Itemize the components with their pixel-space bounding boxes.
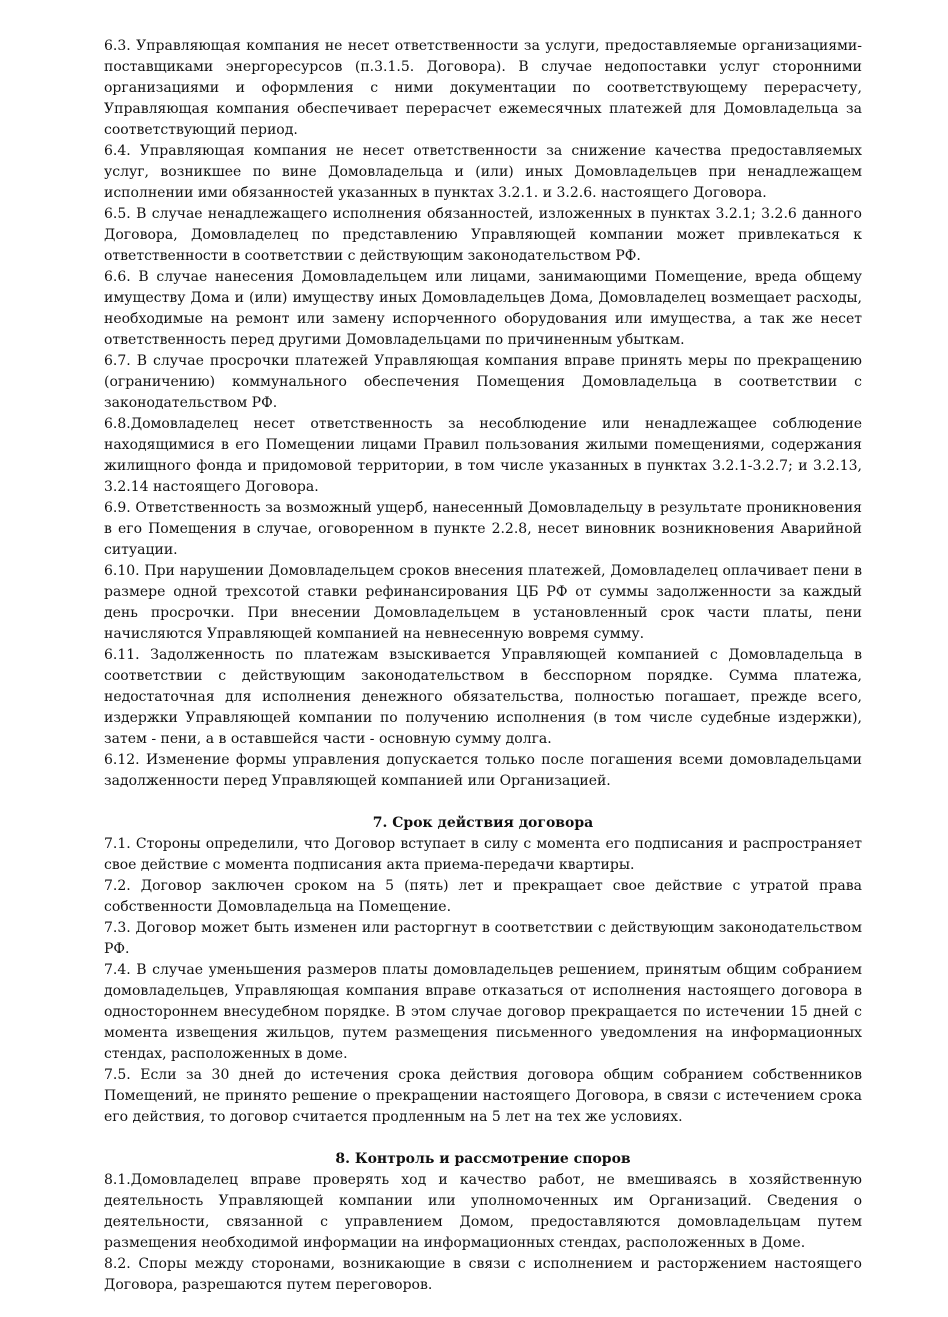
clause-7-2: 7.2. Договор заключен сроком на 5 (пять) лет и прекращает свое действие с утратой права собственности Домовладельца на Помещение.	[104, 878, 862, 915]
clause-7-3: 7.3. Договор может быть изменен или расторгнут в соответствии с действующим законодательством РФ.	[104, 920, 862, 957]
clause-6-9: 6.9. Ответственность за возможный ущерб, нанесенный Домовладельцу в результате проникновения в его Помещения в случае, оговоренном в пункте 2.2.8, несет виновник возникновения Аварийной ситуации.	[104, 500, 862, 558]
clause-6-4: 6.4. Управляющая компания не несет ответственности за снижение качества предоставляемых услуг, возникшее по вине Домовладельца и (или) иных Домовладельцев при ненадлежащем исполнении ими обязанностей указанных в пунктах 3.2.1. и 3.2.6. настоящего Договора.	[104, 143, 862, 201]
clause-7-1: 7.1. Стороны определили, что Договор вступает в силу с момента его подписания и распространяет свое действие с момента подписания акта приема-передачи квартиры.	[104, 836, 862, 873]
document-page	[104, 36, 862, 1296]
section-7-title: 7. Срок действия договора	[372, 815, 594, 831]
clause-7-4: 7.4. В случае уменьшения размеров платы домовладельцев решением, принятым общим собранием домовладельцев, Управляющая компания вправе отказаться от исполнения настоящего договора в одностороннем внесудебном порядке. В этом случае договор прекращается по истечении 15 дней с момента извещения жильцов, путем размещения письменного уведомления на информационных стендах, расположенных в доме.	[104, 962, 862, 1062]
clause-6-6: 6.6. В случае нанесения Домовладельцем или лицами, занимающими Помещение, вреда общему имуществу Дома и (или) имуществу иных Домовладельцев Дома, Домовладелец возмещает расходы, необходимые на ремонт или замену испорченного оборудования или имущества, а так же несет ответственность перед другими Домовладельцами по причиненным убыткам.	[104, 269, 862, 348]
clause-6-7: 6.7. В случае просрочки платежей Управляющая компания вправе принять меры по прекращению (ограничению) коммунального обеспечения Помещения Домовладельца в соответствии с законодательством РФ.	[104, 353, 862, 411]
clause-6-3: 6.3. Управляющая компания не несет ответственности за услуги, предоставляемые организациями-поставщиками энергоресурсов (п.3.1.5. Договора). В случае недопоставки услуг сторонними организациями и оформления с ними документации по соответствующему перерасчету, Управляющая компания обеспечивает перерасчет ежемесячных платежей для Домовладельца за соответствующий период.	[104, 38, 862, 138]
clause-8-2: 8.2. Споры между сторонами, возникающие в связи с исполнением и расторжением настоящего Договора, разрешаются путем переговоров.	[104, 1256, 862, 1293]
clause-8-1: 8.1.Домовладелец вправе проверять ход и качество работ, не вмешиваясь в хозяйственную деятельность Управляющей компании или уполномоченных им Организаций. Сведения о деятельности, связанной с управлением Домом, предоставляются домовладельцам путем размещения необходимой информации на информационных стендах, расположенных в Доме.	[104, 1172, 862, 1251]
clause-6-11: 6.11. Задолженность по платежам взыскивается Управляющей компанией с Домовладельца в соответствии с действующим законодательством в бесспорном порядке. Сумма платежа, недостаточная для исполнения денежного обязательства, полностью погашает, прежде всего, издержки Управляющей компании по получению исполнения (в том числе судебные издержки), затем - пени, а в оставшейся части - основную сумму долга.	[104, 647, 862, 747]
clause-6-12: 6.12. Изменение формы управления допускается только после погашения всеми домовладельцами задолженности перед Управляющей компанией или Организацией.	[104, 752, 862, 789]
section-8-title: 8. Контроль и рассмотрение споров	[335, 1151, 631, 1167]
clause-7-5: 7.5. Если за 30 дней до истечения срока действия договора общим собранием собственников Помещений, не принято решение о прекращении настоящего Договора, в связи с истечением срока его действия, то договор считается продленным на 5 лет на тех же условиях.	[104, 1067, 862, 1125]
clause-6-10: 6.10. При нарушении Домовладельцем сроков внесения платежей, Домовладелец оплачивает пени в размере одной трехсотой ставки рефинансирования ЦБ РФ от суммы задолженности за каждый день просрочки. При внесении Домовладельцем в установленный срок части платы, пени начисляются Управляющей компанией на невнесенную вовремя сумму.	[104, 563, 862, 642]
clause-6-5: 6.5. В случае ненадлежащего исполнения обязанностей, изложенных в пунктах 3.2.1; 3.2.6 данного Договора, Домовладелец по представлению Управляющей компании может привлекаться к ответственности в соответствии с действующим законодательством РФ.	[104, 206, 862, 264]
clause-6-8: 6.8.Домовладелец несет ответственность за несоблюдение или ненадлежащее соблюдение находящимися в его Помещении лицами Правил пользования жилыми помещениями, содержания жилищного фонда и придомовой территории, в том числе указанных в пунктах 3.2.1-3.2.7; и 3.2.13, 3.2.14 настоящего Договора.	[104, 416, 862, 495]
